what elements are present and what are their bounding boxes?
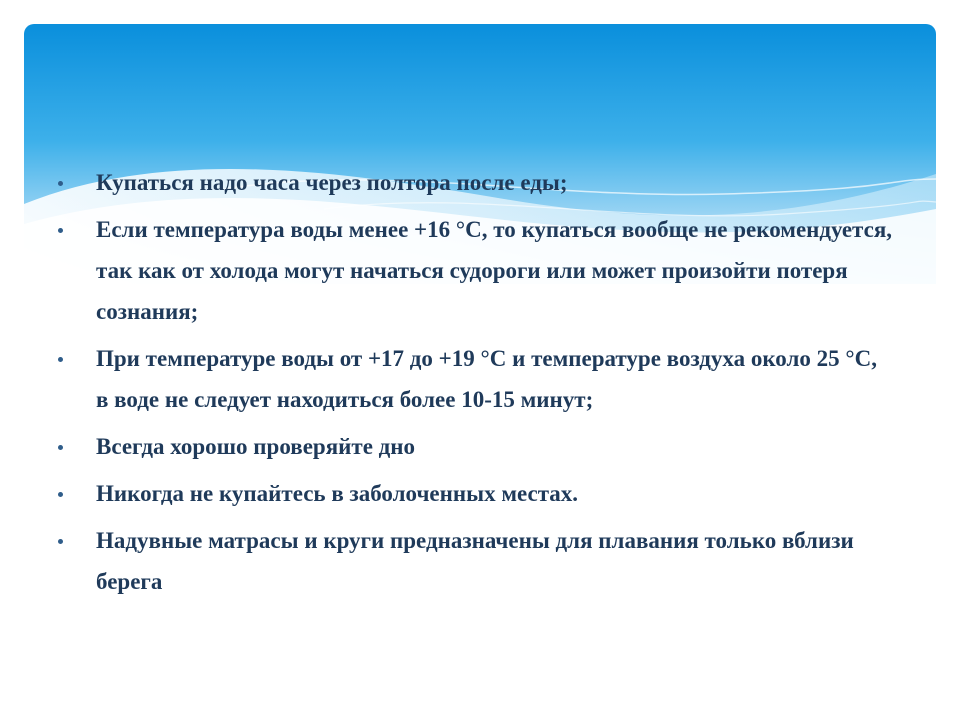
- bullet-icon: [58, 228, 63, 233]
- bullet-item: [52, 520, 892, 602]
- bullet-text: Если температура воды менее +16 °С, то купаться вообще не рекомендуется, так как от холода могут начаться судороги или может произойти потеря сознания;: [96, 217, 893, 324]
- bullet-icon: [58, 357, 63, 362]
- bullet-item: [52, 162, 892, 203]
- bullet-item: [52, 209, 892, 332]
- bullet-item: [52, 338, 892, 420]
- bullet-item: [52, 473, 892, 514]
- bullet-text: Никогда не купайтесь в заболоченных местах.: [96, 481, 579, 506]
- bullet-icon: [58, 539, 63, 544]
- bullet-icon: [58, 492, 63, 497]
- bullet-icon: [58, 181, 63, 186]
- bullet-text: При температуре воды от +17 до +19 °С и температуре воздуха около 25 °С, в воде не следует находиться более 10-15 минут;: [96, 346, 877, 412]
- bullet-text: Купаться надо часа через полтора после еды;: [96, 170, 568, 195]
- bullet-icon: [58, 445, 63, 450]
- bullet-text: Надувные матрасы и круги предназначены для плавания только вблизи берега: [96, 528, 854, 594]
- bullet-item: [52, 426, 892, 467]
- slide-content: [52, 162, 892, 608]
- bullet-text: Всегда хорошо проверяйте дно: [96, 434, 416, 459]
- bullet-list: [52, 162, 892, 602]
